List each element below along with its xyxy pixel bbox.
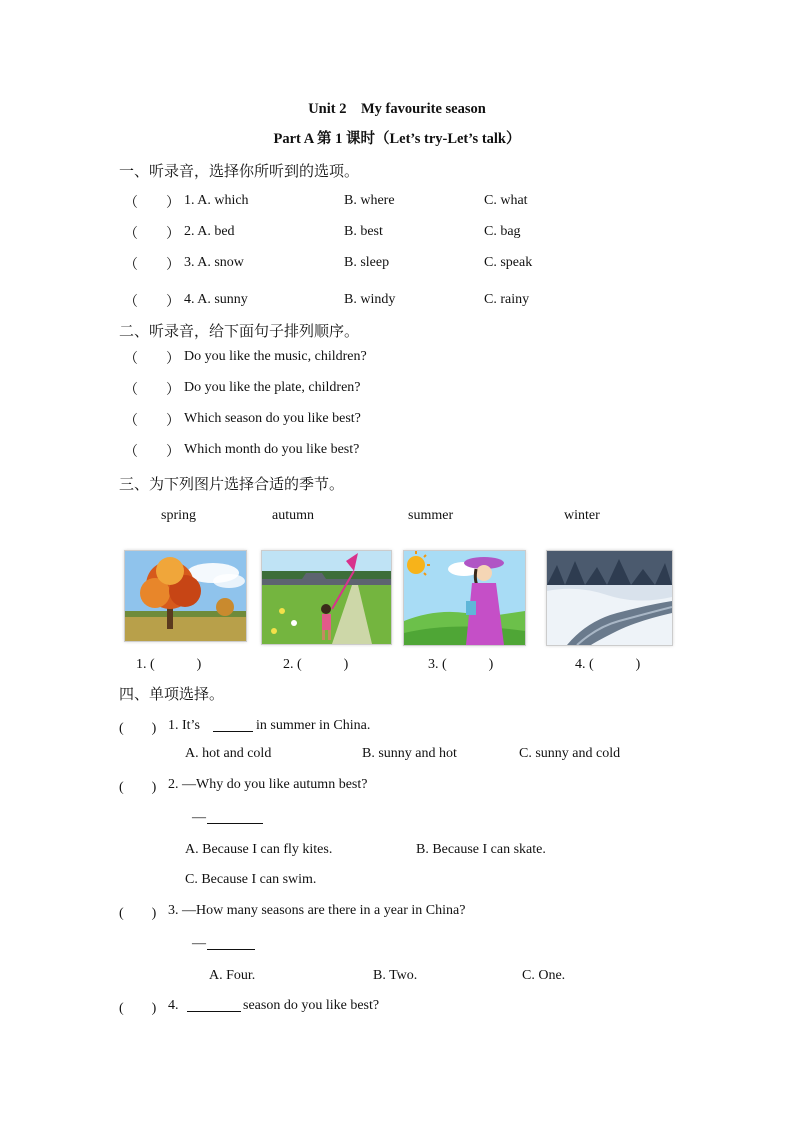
answer-paren[interactable]: ( ) [119,1001,157,1016]
season-word-winter: winter [564,508,600,523]
option-c: C. speak [484,255,533,270]
answer-paren[interactable]: ( ) [119,721,157,736]
option-a: A. Four. [209,968,256,983]
option-b: B. Because I can skate. [416,842,546,857]
summer-girl-picture [403,550,526,646]
fill-blank[interactable] [207,811,263,824]
answer-dash: — [192,936,206,951]
season-word-summer: summer [408,508,454,523]
answer-paren[interactable]: （ ） [124,258,180,273]
answer-paren[interactable]: （ ） [124,295,180,310]
option-c: C. what [484,193,528,208]
option-b: B. best [344,224,383,239]
answer-dash: — [192,810,206,825]
season-word-spring: spring [161,508,196,523]
option-a: 1. A. which [184,193,249,208]
question-prefix: 4. [168,998,179,1013]
season-word-autumn: autumn [272,508,314,523]
page-title: Unit 2 My favourite season [308,101,486,117]
sentence-text: Do you like the music, children? [184,349,367,364]
option-a: 4. A. sunny [184,292,248,307]
section4-heading: 四、单项选择。 [119,685,225,703]
winter-stream-picture [546,550,673,646]
option-c: C. rainy [484,292,530,307]
section3-heading: 三、为下列图片选择合适的季节。 [119,475,345,493]
answer-paren[interactable]: （ ） [124,196,180,211]
section1-heading: 一、听录音，选择你所听到的选项。 [119,162,360,180]
option-c: C. Because I can swim. [185,872,317,887]
page-subtitle: Part A 第 1 课时（Let’s try-Let’s talk） [273,131,521,147]
question-suffix: in summer in China. [256,718,371,733]
question-text: 2. —Why do you like autumn best? [168,777,368,792]
option-a: A. Because I can fly kites. [185,842,333,857]
option-a: 3. A. snow [184,255,244,270]
option-c: C. sunny and cold [519,746,621,761]
fill-blank[interactable] [207,937,255,950]
option-c: C. bag [484,224,521,239]
option-b: B. Two. [373,968,418,983]
sentence-text: Which month do you like best? [184,442,360,457]
kite-picture [261,550,392,645]
picture-answer-1[interactable]: 1. ( ) [136,657,202,672]
picture-answer-4[interactable]: 4. ( ) [575,657,641,672]
autumn-tree-picture [124,550,247,642]
question-suffix: season do you like best? [243,998,380,1013]
section2-heading: 二、听录音，给下面句子排列顺序。 [119,322,360,340]
fill-blank[interactable] [213,719,253,732]
question-prefix: 1. It’s [168,718,200,733]
option-a: 2. A. bed [184,224,235,239]
picture-answer-2[interactable]: 2. ( ) [283,657,349,672]
option-c: C. One. [522,968,566,983]
answer-paren[interactable]: （ ） [124,227,180,242]
answer-paren[interactable]: （ ） [124,352,180,367]
answer-paren[interactable]: （ ） [124,383,180,398]
option-a: A. hot and cold [185,746,272,761]
answer-paren[interactable]: ( ) [119,906,157,921]
sentence-text: Do you like the plate, children? [184,380,361,395]
answer-paren[interactable]: （ ） [124,445,180,460]
sentence-text: Which season do you like best? [184,411,361,426]
answer-paren[interactable]: （ ） [124,414,180,429]
answer-paren[interactable]: ( ) [119,780,157,795]
picture-answer-3[interactable]: 3. ( ) [428,657,494,672]
option-b: B. sleep [344,255,390,270]
question-text: 3. —How many seasons are there in a year in China? [168,903,466,918]
option-b: B. windy [344,292,396,307]
option-b: B. sunny and hot [362,746,457,761]
fill-blank[interactable] [187,999,241,1012]
option-b: B. where [344,193,395,208]
